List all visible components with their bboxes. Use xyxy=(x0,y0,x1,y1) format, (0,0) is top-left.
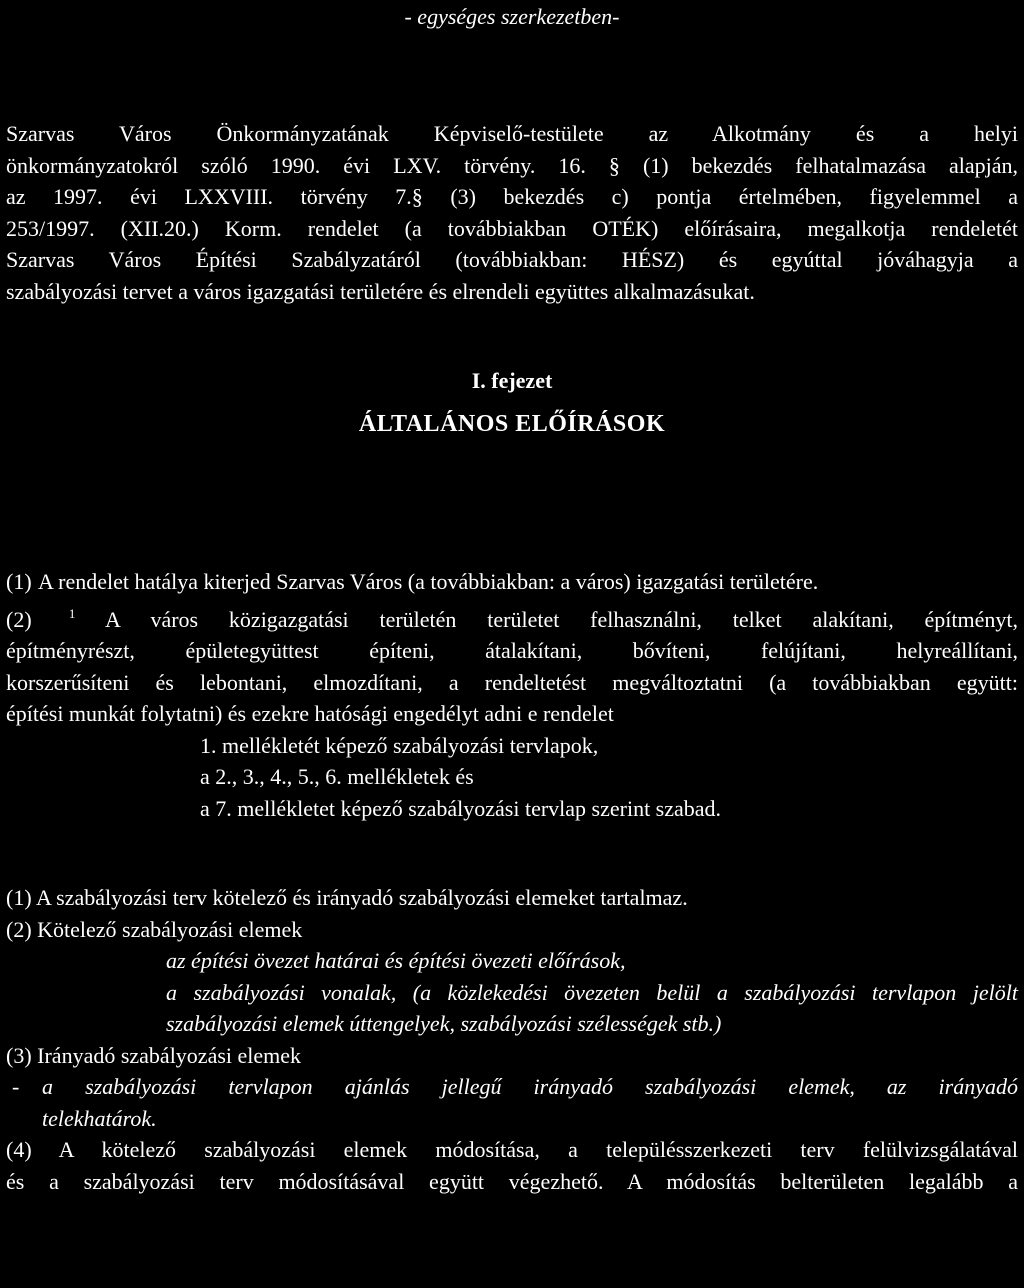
paragraph-1: (1) A szabályozási terv kötelező és irányadó szabályozási elemeket tartalmaz. xyxy=(6,885,688,910)
preamble-line: az 1997. évi LXXVIII. törvény 7.§ (3) bekezdés c) pontja értelmében, figyelemmel a xyxy=(6,184,1018,209)
paragraph-2: (2) Kötelező szabályozási elemek xyxy=(6,916,303,942)
section-regulation-elements xyxy=(6,882,1018,1197)
list-item: a 7. mellékletet képező szabályozási tervlap szerint szabad. xyxy=(200,795,722,821)
paragraph-2-line: korszerűsíteni és lebontani, elmozdítani, a rendeltetést megváltoztatni (a továbbiakban együtt: xyxy=(6,669,1018,695)
list-item xyxy=(6,1071,1018,1103)
section-scope xyxy=(6,566,1018,824)
list-item: az építési övezet határai és építési övezeti előírások, xyxy=(166,948,626,973)
paragraph-1 xyxy=(6,566,1018,598)
chapter-title: ÁLTALÁNOS ELŐÍRÁSOK xyxy=(358,411,666,437)
preamble-line: 253/1997. (XII.20.) Korm. rendelet (a továbbiakban OTÉK) előírásaira, megalkotja rendeletét xyxy=(6,215,1018,241)
paragraph-3: (3) Irányadó szabályozási elemek xyxy=(6,1042,302,1068)
paragraph-text: A város közigazgatási területén területet felhasználni, telket alakítani, építményt, xyxy=(104,606,1018,632)
preamble-line: Szarvas Város Építési Szabályzatáról (továbbiakban: HÉSZ) és egyúttal jóváhagyja a xyxy=(6,247,1018,272)
paragraph-2-line xyxy=(6,598,1018,636)
list-item: a 2., 3., 4., 5., 6. mellékletek és xyxy=(200,764,474,789)
paragraph-number: (1) xyxy=(6,569,32,594)
list-item: 1. mellékletét képező szabályozási tervlapok, xyxy=(200,732,599,758)
preamble-paragraph xyxy=(6,118,1018,307)
paragraph-text: A rendelet hatálya kiterjed Szarvas Város (a továbbiakban: a város) igazgatási területére. xyxy=(38,569,819,594)
preamble-line: önkormányzatokról szóló 1990. évi LXV. törvény. 16. § (1) bekezdés felhatalmazása alapján, xyxy=(6,152,1018,178)
chapter-number: I. fejezet xyxy=(471,368,553,393)
list-item-text: a szabályozási tervlapon ajánlás jellegű irányadó szabályozási elemek, az irányadó xyxy=(42,1074,1018,1099)
list-item: szabályozási elemek úttengelyek, szabályozási szélességek stb.) xyxy=(166,1011,722,1036)
paragraph-4-line: és a szabályozási terv módosításával együtt végezhető. A módosítás belterületen legalább a xyxy=(6,1168,1018,1194)
document-subtitle: - egységes szerkezetben- xyxy=(404,4,620,29)
paragraph-number: (2) xyxy=(6,606,32,632)
list-item: a szabályozási vonalak, (a közlekedési övezeten belül a szabályozási tervlapon jelölt xyxy=(166,979,1018,1005)
dash-bullet: - xyxy=(12,1074,20,1099)
list-item: telekhatárok. xyxy=(42,1105,157,1131)
preamble-line: Szarvas Város Önkormányzatának Képviselő-testülete az Alkotmány és a helyi xyxy=(6,121,1018,146)
paragraph-4-line: (4) A kötelező szabályozási elemek módosítása, a településszerkezeti terv felülvizsgálatával xyxy=(6,1137,1018,1162)
paragraph-2-line: építményrészt, épületegyüttest építeni, átalakítani, bővíteni, felújítani, helyreállítani, xyxy=(6,638,1018,663)
paragraph-2-line: építési munkát folytatni) és ezekre hatósági engedélyt adni e rendelet xyxy=(6,701,614,726)
preamble-line: szabályozási tervet a város igazgatási területére és elrendeli együttes alkalmazásukat. xyxy=(6,278,755,304)
footnote-marker: 1 xyxy=(68,605,76,621)
